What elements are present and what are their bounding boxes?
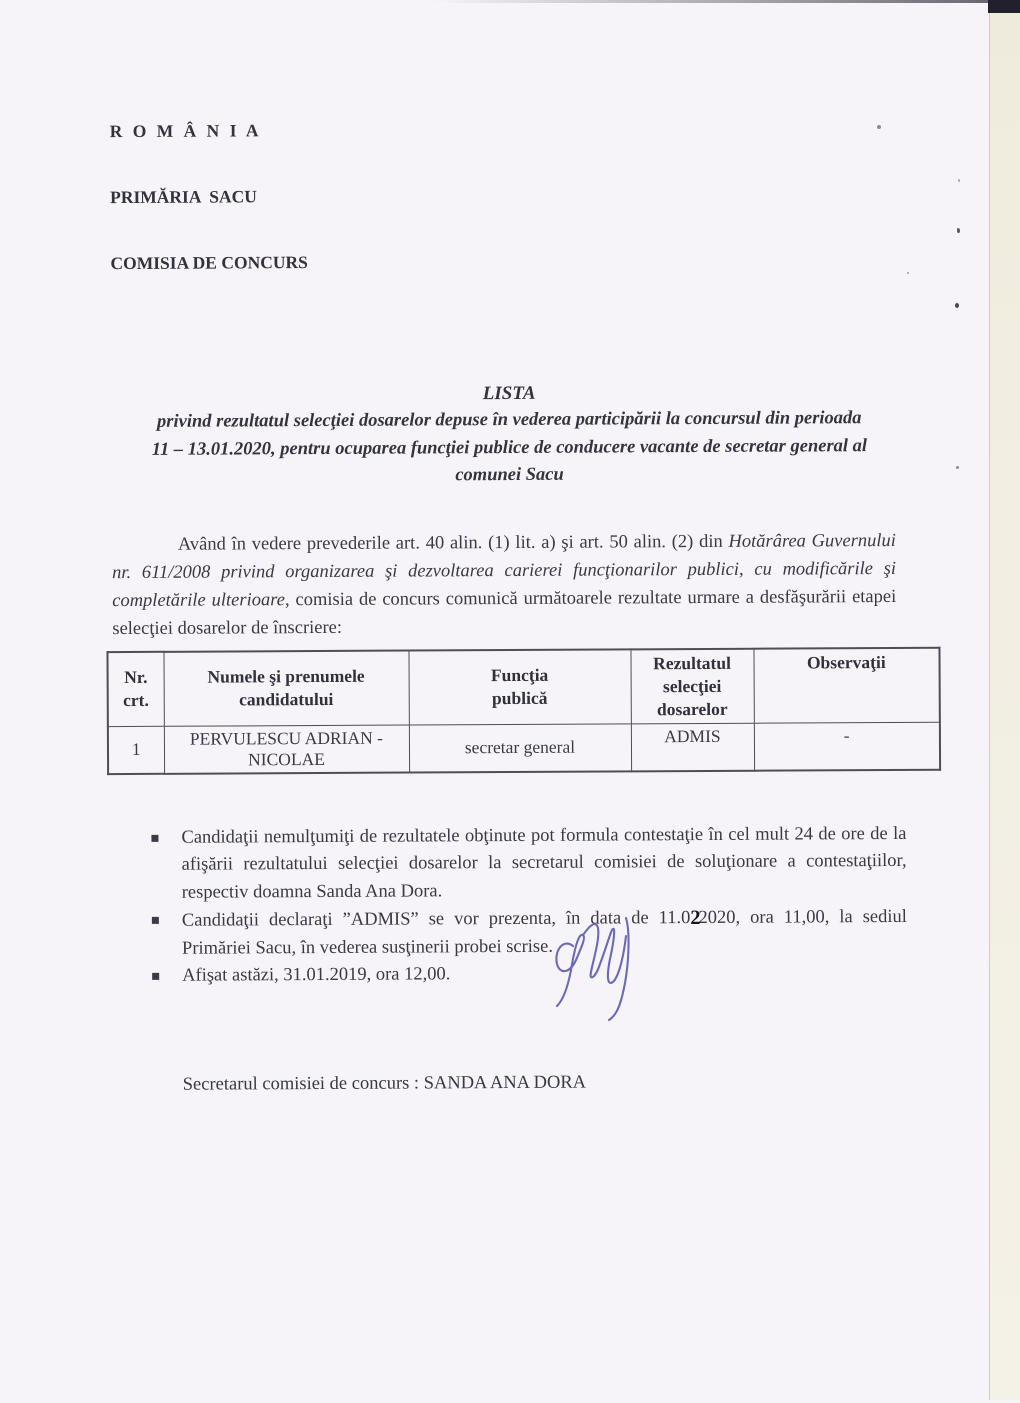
table-row [108,722,940,774]
scan-speck [957,228,960,233]
column-header-selection-result: Rezultatul selecţiei dosarelor [630,648,753,723]
scan-corner-mark [988,0,1020,13]
column-header-observations: Observaţii [753,647,939,722]
table-header-row [107,647,939,726]
list-item [150,959,907,991]
bullet-square-icon [152,973,159,980]
results-table [106,646,941,774]
letterhead-country: R O M Â N I A [109,120,262,142]
document-title: LISTA [482,382,536,405]
column-header-public-function: Funcţia publică [408,649,630,725]
handwritten-signature [545,908,665,1028]
letterhead-committee: COMISIA DE CONCURS [110,252,308,274]
handwritten-correction-digit: 2 [690,907,700,930]
bullet-square-icon [152,917,159,924]
intro-text-italic-citation: Hotărârea Guvernului nr. 611/2008 privind organizarea şi dezvoltarea carierei funcţionarilor publici, cu modificările şi completările ulterioare [112,530,897,611]
scan-speck [958,179,960,182]
note-admitted-text-pre: Candidaţii declaraţi ”ADMIS” se vor prezenta, în data de 11.0 [181,908,691,932]
scan-bed-edge-strip [989,0,1020,1400]
secretary-signature-line: Secretarul comisiei de concurs : SANDA ANA DORA [182,1072,587,1095]
intro-paragraph [112,526,897,642]
cell-observations: - [754,722,940,770]
cell-public-function: secretar general [409,723,631,772]
note-contestation-text: Candidaţii nemulţumiţi de rezultatele obţinute pot formula contestaţie în cel mult 24 de ore de la afişării rezultatului selecţiei dosarelor la secretarul comisiei de soluţionare a contestaţiilor, respectiv doamna Sanda Ana Dora. [181,823,907,903]
note-posted-date-text: Afişat astăzi, 31.01.2019, ora 12,00. [182,964,451,987]
list-item [149,820,906,907]
document-title-block [94,378,925,492]
scan-speck [877,125,881,129]
document-subtitle-line: privind rezultatul selecţiei dosarelor depuse în vederea participării la concursul din perioada [156,408,862,432]
list-item [150,903,907,963]
cell-row-number: 1 [108,726,164,774]
scan-speck [955,303,959,308]
document-subtitle-line: comunei Sacu [455,464,564,486]
document-subtitle-line: 11 – 13.01.2020, pentru ocuparea funcţiei publice de conducere vacante de secretar general al [151,435,868,460]
scan-top-edge-line [430,0,990,3]
intro-text-normal: Având în vedere prevederile art. 40 alin. (1) lit. a) şi art. 50 alin. (2) din [177,531,729,555]
cell-candidate-name: PERVULESCU ADRIAN - NICOLAE [164,725,409,774]
letterhead-institution: PRIMĂRIA SACU [110,186,257,208]
scan-speck [907,272,909,274]
column-header-candidate-name: Numele şi prenumele candidatului [163,650,408,726]
bullet-square-icon [151,834,158,841]
letterhead [109,0,1019,318]
note-admitted-text-post: 2020, ora 11,00, la sediul Primăriei Sacu, în vederea susţinerii probei scrise. [181,907,907,959]
column-header-nr-crt: Nr. crt. [107,651,163,726]
intro-text-normal: , comisia de concurs comunică următoarele rezultate urmare a desfăşurării etapei selecţiei dosarelor de înscriere: [112,586,897,639]
scan-speck [956,466,959,469]
notes-list [149,820,907,991]
cell-selection-result: ADMIS [631,723,754,771]
